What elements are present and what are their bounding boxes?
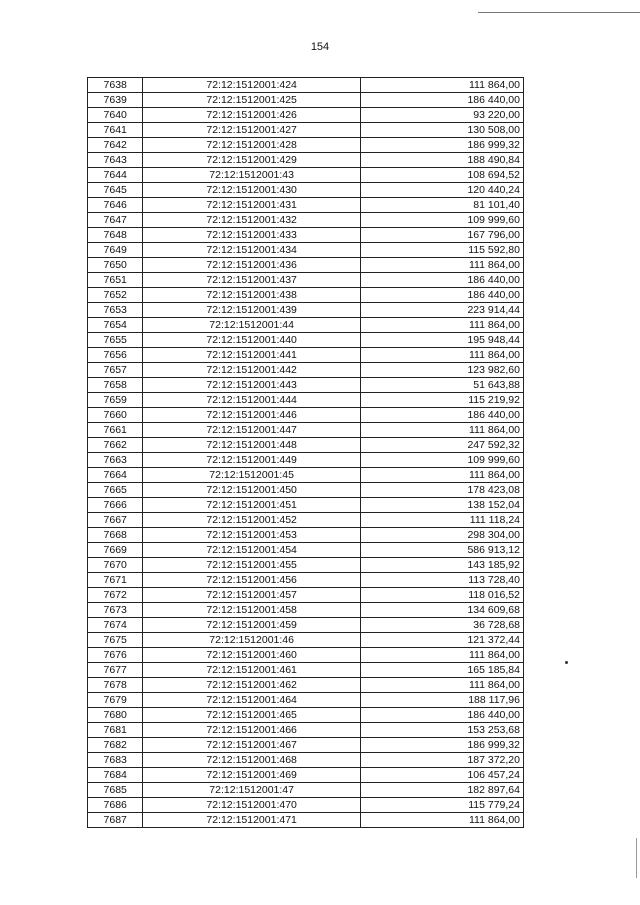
cadastral-value: 188 117,96 [360, 693, 523, 708]
cadastral-value: 182 897,64 [360, 783, 523, 798]
cadastral-value: 138 152,04 [360, 498, 523, 513]
cadastral-number: 72:12:1512001:469 [143, 768, 360, 783]
row-number: 7639 [88, 93, 143, 108]
cadastral-number: 72:12:1512001:465 [143, 708, 360, 723]
row-number: 7684 [88, 768, 143, 783]
cadastral-value: 130 508,00 [360, 123, 523, 138]
row-number: 7658 [88, 378, 143, 393]
cadastral-value: 113 728,40 [360, 573, 523, 588]
cadastral-value: 120 440,24 [360, 183, 523, 198]
row-number: 7677 [88, 663, 143, 678]
cadastral-number: 72:12:1512001:449 [143, 453, 360, 468]
row-number: 7667 [88, 513, 143, 528]
row-number: 7676 [88, 648, 143, 663]
cadastral-number: 72:12:1512001:447 [143, 423, 360, 438]
cadastral-number: 72:12:1512001:425 [143, 93, 360, 108]
cadastral-value: 111 864,00 [360, 468, 523, 483]
row-number: 7662 [88, 438, 143, 453]
cadastral-value: 36 728,68 [360, 618, 523, 633]
cadastral-value: 247 592,32 [360, 438, 523, 453]
table-row [88, 693, 524, 708]
table-body [88, 78, 524, 828]
row-number: 7671 [88, 573, 143, 588]
row-number: 7641 [88, 123, 143, 138]
cadastral-number: 72:12:1512001:426 [143, 108, 360, 123]
table-row [88, 513, 524, 528]
cadastral-number: 72:12:1512001:436 [143, 258, 360, 273]
table-row [88, 753, 524, 768]
row-number: 7679 [88, 693, 143, 708]
row-number: 7687 [88, 813, 143, 828]
cadastral-value: 115 219,92 [360, 393, 523, 408]
table-row [88, 483, 524, 498]
row-number: 7649 [88, 243, 143, 258]
cadastral-value: 115 779,24 [360, 798, 523, 813]
cadastral-number: 72:12:1512001:430 [143, 183, 360, 198]
cadastral-value: 108 694,52 [360, 168, 523, 183]
table-row [88, 333, 524, 348]
cadastral-number: 72:12:1512001:470 [143, 798, 360, 813]
table-row [88, 393, 524, 408]
cadastral-value: 223 914,44 [360, 303, 523, 318]
cadastral-number: 72:12:1512001:434 [143, 243, 360, 258]
cadastral-number: 72:12:1512001:437 [143, 273, 360, 288]
cadastral-value: 143 185,92 [360, 558, 523, 573]
table-row [88, 453, 524, 468]
row-number: 7645 [88, 183, 143, 198]
cadastral-value: 165 185,84 [360, 663, 523, 678]
cadastral-number: 72:12:1512001:451 [143, 498, 360, 513]
table-row [88, 768, 524, 783]
table-row [88, 783, 524, 798]
table-row [88, 438, 524, 453]
cadastral-value: 111 864,00 [360, 678, 523, 693]
table-row [88, 798, 524, 813]
table-row [88, 663, 524, 678]
cadastral-value: 93 220,00 [360, 108, 523, 123]
cadastral-number: 72:12:1512001:442 [143, 363, 360, 378]
cadastral-value: 111 864,00 [360, 318, 523, 333]
row-number: 7670 [88, 558, 143, 573]
row-number: 7638 [88, 78, 143, 93]
cadastral-value: 118 016,52 [360, 588, 523, 603]
cadastral-value: 51 643,88 [360, 378, 523, 393]
cadastral-number: 72:12:1512001:462 [143, 678, 360, 693]
table-row [88, 348, 524, 363]
table-row [88, 153, 524, 168]
row-number: 7661 [88, 423, 143, 438]
cadastral-value: 186 440,00 [360, 408, 523, 423]
cadastral-value: 186 440,00 [360, 93, 523, 108]
cadastral-value: 115 592,80 [360, 243, 523, 258]
table-row [88, 228, 524, 243]
cadastral-value: 134 609,68 [360, 603, 523, 618]
table-row [88, 123, 524, 138]
cadastral-value: 81 101,40 [360, 198, 523, 213]
row-number: 7640 [88, 108, 143, 123]
cadastral-value: 121 372,44 [360, 633, 523, 648]
table-row [88, 723, 524, 738]
cadastral-number: 72:12:1512001:456 [143, 573, 360, 588]
row-number: 7647 [88, 213, 143, 228]
cadastral-value: 111 864,00 [360, 258, 523, 273]
cadastral-number: 72:12:1512001:432 [143, 213, 360, 228]
cadastral-value: 186 440,00 [360, 288, 523, 303]
cadastral-value: 153 253,68 [360, 723, 523, 738]
row-number: 7668 [88, 528, 143, 543]
cadastral-number: 72:12:1512001:45 [143, 468, 360, 483]
cadastral-number: 72:12:1512001:446 [143, 408, 360, 423]
row-number: 7660 [88, 408, 143, 423]
table-row [88, 588, 524, 603]
cadastral-value: 167 796,00 [360, 228, 523, 243]
cadastral-number: 72:12:1512001:468 [143, 753, 360, 768]
table-row [88, 558, 524, 573]
row-number: 7678 [88, 678, 143, 693]
cadastral-value: 178 423,08 [360, 483, 523, 498]
row-number: 7672 [88, 588, 143, 603]
table-row [88, 618, 524, 633]
cadastral-number: 72:12:1512001:440 [143, 333, 360, 348]
cadastral-number: 72:12:1512001:428 [143, 138, 360, 153]
table-row [88, 573, 524, 588]
row-number: 7651 [88, 273, 143, 288]
row-number: 7686 [88, 798, 143, 813]
cadastral-number: 72:12:1512001:466 [143, 723, 360, 738]
cadastral-number: 72:12:1512001:448 [143, 438, 360, 453]
table-row [88, 303, 524, 318]
row-number: 7675 [88, 633, 143, 648]
table-row [88, 408, 524, 423]
cadastral-value: 111 864,00 [360, 348, 523, 363]
table-row [88, 633, 524, 648]
table-row [88, 378, 524, 393]
table-row [88, 708, 524, 723]
table-row [88, 183, 524, 198]
cadastral-value: 195 948,44 [360, 333, 523, 348]
cadastral-number: 72:12:1512001:438 [143, 288, 360, 303]
table-row [88, 468, 524, 483]
page-number: 154 [310, 41, 330, 53]
row-number: 7685 [88, 783, 143, 798]
cadastral-value: 109 999,60 [360, 213, 523, 228]
cadastral-value: 188 490,84 [360, 153, 523, 168]
cadastral-number: 72:12:1512001:433 [143, 228, 360, 243]
row-number: 7664 [88, 468, 143, 483]
cadastral-number: 72:12:1512001:444 [143, 393, 360, 408]
row-number: 7674 [88, 618, 143, 633]
table-row [88, 738, 524, 753]
cadastral-value: 109 999,60 [360, 453, 523, 468]
cadastral-number: 72:12:1512001:454 [143, 543, 360, 558]
cadastral-value: 111 118,24 [360, 513, 523, 528]
row-number: 7682 [88, 738, 143, 753]
cadastral-number: 72:12:1512001:431 [143, 198, 360, 213]
cadastral-value: 111 864,00 [360, 78, 523, 93]
cadastral-number: 72:12:1512001:455 [143, 558, 360, 573]
cadastral-value: 106 457,24 [360, 768, 523, 783]
table-row [88, 423, 524, 438]
cadastral-number: 72:12:1512001:458 [143, 603, 360, 618]
cadastral-value: 186 999,32 [360, 138, 523, 153]
cadastral-number: 72:12:1512001:443 [143, 378, 360, 393]
cadastral-value: 186 999,32 [360, 738, 523, 753]
scan-speck [565, 661, 568, 664]
cadastral-number: 72:12:1512001:424 [143, 78, 360, 93]
cadastral-value: 111 864,00 [360, 423, 523, 438]
cadastral-value: 111 864,00 [360, 813, 523, 828]
row-number: 7648 [88, 228, 143, 243]
table-row [88, 108, 524, 123]
row-number: 7646 [88, 198, 143, 213]
row-number: 7659 [88, 393, 143, 408]
table-row [88, 138, 524, 153]
table-row [88, 498, 524, 513]
cadastral-number: 72:12:1512001:450 [143, 483, 360, 498]
cadastral-number: 72:12:1512001:46 [143, 633, 360, 648]
scan-edge-line [478, 12, 640, 13]
scan-edge-line [636, 838, 637, 878]
table-row [88, 78, 524, 93]
row-number: 7652 [88, 288, 143, 303]
row-number: 7663 [88, 453, 143, 468]
table-row [88, 93, 524, 108]
cadastral-value: 298 304,00 [360, 528, 523, 543]
table-row [88, 258, 524, 273]
row-number: 7654 [88, 318, 143, 333]
table-row [88, 288, 524, 303]
table-row [88, 363, 524, 378]
row-number: 7644 [88, 168, 143, 183]
row-number: 7642 [88, 138, 143, 153]
row-number: 7665 [88, 483, 143, 498]
row-number: 7683 [88, 753, 143, 768]
row-number: 7650 [88, 258, 143, 273]
cadastral-number: 72:12:1512001:47 [143, 783, 360, 798]
cadastral-number: 72:12:1512001:44 [143, 318, 360, 333]
row-number: 7680 [88, 708, 143, 723]
table-row [88, 813, 524, 828]
cadastral-number: 72:12:1512001:441 [143, 348, 360, 363]
cadastral-number: 72:12:1512001:471 [143, 813, 360, 828]
cadastral-value: 186 440,00 [360, 273, 523, 288]
table-row [88, 543, 524, 558]
cadastral-number: 72:12:1512001:464 [143, 693, 360, 708]
table-row [88, 273, 524, 288]
cadastral-value: 186 440,00 [360, 708, 523, 723]
table-row [88, 198, 524, 213]
table-row [88, 318, 524, 333]
table-row [88, 648, 524, 663]
table-row [88, 243, 524, 258]
row-number: 7655 [88, 333, 143, 348]
row-number: 7669 [88, 543, 143, 558]
cadastral-number: 72:12:1512001:461 [143, 663, 360, 678]
row-number: 7666 [88, 498, 143, 513]
cadastral-number: 72:12:1512001:427 [143, 123, 360, 138]
table-row [88, 528, 524, 543]
cadastral-value: 111 864,00 [360, 648, 523, 663]
row-number: 7656 [88, 348, 143, 363]
table-row [88, 603, 524, 618]
cadastral-number: 72:12:1512001:453 [143, 528, 360, 543]
table-row [88, 213, 524, 228]
cadastral-value: 187 372,20 [360, 753, 523, 768]
table-row [88, 678, 524, 693]
cadastral-number: 72:12:1512001:452 [143, 513, 360, 528]
cadastral-number: 72:12:1512001:459 [143, 618, 360, 633]
row-number: 7673 [88, 603, 143, 618]
table-row [88, 168, 524, 183]
row-number: 7657 [88, 363, 143, 378]
cadastral-number: 72:12:1512001:460 [143, 648, 360, 663]
row-number: 7681 [88, 723, 143, 738]
cadastral-number: 72:12:1512001:439 [143, 303, 360, 318]
cadastral-value-table [87, 77, 524, 828]
cadastral-value: 586 913,12 [360, 543, 523, 558]
cadastral-number: 72:12:1512001:467 [143, 738, 360, 753]
cadastral-number: 72:12:1512001:43 [143, 168, 360, 183]
cadastral-number: 72:12:1512001:457 [143, 588, 360, 603]
cadastral-value: 123 982,60 [360, 363, 523, 378]
row-number: 7653 [88, 303, 143, 318]
row-number: 7643 [88, 153, 143, 168]
cadastral-number: 72:12:1512001:429 [143, 153, 360, 168]
